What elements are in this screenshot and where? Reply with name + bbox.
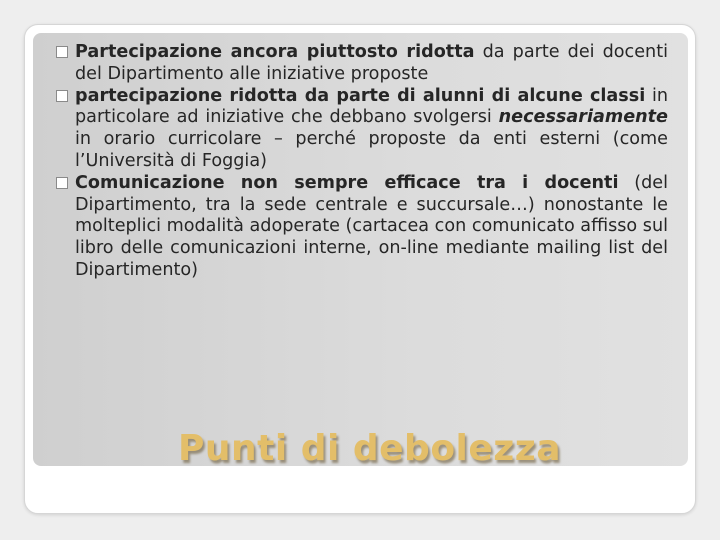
square-bullet-icon (56, 177, 68, 189)
bullet-text: in orario curricolare – perché proposte da enti esterni (come l’Università di Foggia) (75, 129, 668, 171)
bullet-item-communication (58, 173, 668, 282)
bullet-item-participation-teachers (58, 42, 668, 86)
square-bullet-icon (56, 90, 68, 102)
slide-title: Punti di debolezza (178, 428, 562, 469)
bullet-bold-text: partecipazione ridotta da parte di alunni di alcune classi (75, 85, 646, 106)
bullet-text: da parte dei docenti del Dipartimento alle iniziative proposte (75, 42, 668, 84)
bullet-text: (del Dipartimento, tra la sede centrale e succursale…) nonostante le molteplici modalità adoperate (cartacea con comunicato affisso sul libro delle comunicazioni interne, on-line mediante mailing list del Dipartimento) (75, 172, 668, 280)
bullet-bold-text: Comunicazione non sempre efficace tra i docenti (75, 172, 619, 193)
square-bullet-icon (56, 46, 68, 58)
bullet-bold-text: Partecipazione ancora piuttosto ridotta (75, 42, 475, 62)
bullet-text: in particolare ad iniziative che debbano svolgersi (75, 85, 668, 128)
bullet-list (58, 42, 668, 282)
bullet-item-participation-students (58, 86, 668, 173)
bullet-emphasis-text: necessariamente (498, 107, 668, 128)
